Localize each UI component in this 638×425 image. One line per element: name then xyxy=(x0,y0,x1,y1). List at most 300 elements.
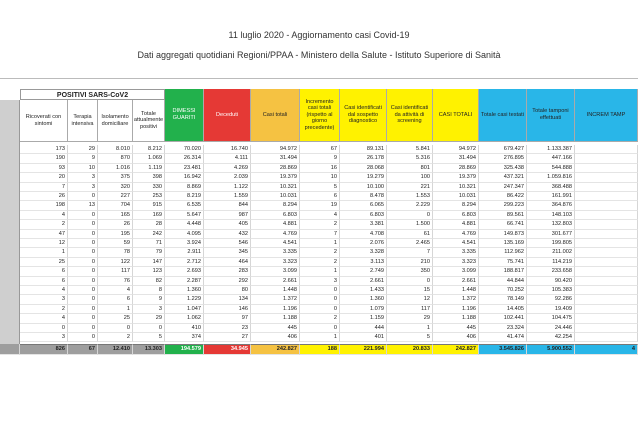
table-cell: 14.405 xyxy=(479,305,527,314)
table-cell: 444 xyxy=(340,324,387,333)
table-cell: 4.111 xyxy=(204,154,251,163)
table-cell: 8.294 xyxy=(433,201,479,210)
table-cell: 10.031 xyxy=(433,192,479,201)
table-cell: 0 xyxy=(68,211,98,220)
table-cell: 1.196 xyxy=(433,305,479,314)
table-cell: 4.448 xyxy=(165,220,204,229)
table-cell: 242 xyxy=(133,230,165,239)
table-cell: 78.149 xyxy=(479,295,527,304)
table-cell: 29 xyxy=(133,314,165,323)
table-cell: 299.223 xyxy=(479,201,527,210)
table-cell: 0 xyxy=(68,277,98,286)
table-cell: 27 xyxy=(204,333,251,342)
table-cell: 3 xyxy=(68,183,98,192)
table-cell: 544.888 xyxy=(527,164,575,173)
table-cell: 9 xyxy=(68,154,98,163)
table-cell: 1 xyxy=(300,333,340,342)
table-cell: 2 xyxy=(300,258,340,267)
totals-cell: 242.827 xyxy=(433,344,479,354)
table-cell: 2 xyxy=(20,305,68,314)
table-cell: 199.805 xyxy=(527,239,575,248)
table-cell: 1.559 xyxy=(204,192,251,201)
table-cell: 1.229 xyxy=(165,295,204,304)
table-cell: 437.321 xyxy=(479,173,527,182)
table-cell xyxy=(575,220,638,229)
table-cell: 6 xyxy=(20,277,68,286)
table-cell: 2 xyxy=(300,248,340,257)
table-cell: 253 xyxy=(133,192,165,201)
table-cell: 0 xyxy=(300,305,340,314)
table-cell: 19 xyxy=(300,201,340,210)
table-cell: 3.335 xyxy=(433,248,479,257)
table-cell: 1.188 xyxy=(251,314,300,323)
table-cell: 0 xyxy=(68,230,98,239)
table-cell: 9 xyxy=(300,154,340,163)
table-cell: 135.169 xyxy=(479,239,527,248)
table-cell: 12 xyxy=(20,239,68,248)
table-cell: 12 xyxy=(387,295,433,304)
table-cell: 3 xyxy=(133,305,165,314)
table-cell: 6.065 xyxy=(340,201,387,210)
table-cell: 10.321 xyxy=(433,183,479,192)
table-cell xyxy=(575,211,638,220)
table-cell: 112.962 xyxy=(479,248,527,257)
table-cell: 4 xyxy=(20,211,68,220)
table-cell: 410 xyxy=(165,324,204,333)
table-cell: 92.286 xyxy=(527,295,575,304)
col-header-9: Casi identificati da attività di screening xyxy=(387,89,433,142)
table-cell: 71 xyxy=(133,239,165,248)
table-cell: 2 xyxy=(300,314,340,323)
table-cell: 3 xyxy=(300,277,340,286)
table-cell: 8.219 xyxy=(165,192,204,201)
table-cell: 190 xyxy=(20,154,68,163)
col-header-4: DIMESSI GUARITI xyxy=(165,89,204,142)
table-cell: 398 xyxy=(133,173,165,182)
table-cell: 6.803 xyxy=(251,211,300,220)
col-header-13: INCREM TAMP xyxy=(575,89,638,142)
table-cell: 870 xyxy=(98,154,133,163)
table-cell: 146 xyxy=(204,305,251,314)
totals-row-lead xyxy=(0,344,20,354)
totals-cell: 221.994 xyxy=(340,344,387,354)
table-cell: 31.494 xyxy=(251,154,300,163)
table-cell: 4 xyxy=(98,286,133,295)
table-cell: 915 xyxy=(133,201,165,210)
table-cell: 3.323 xyxy=(433,258,479,267)
table-cell: 5 xyxy=(300,183,340,192)
table-cell: 1 xyxy=(300,239,340,248)
table-cell: 28.068 xyxy=(340,164,387,173)
table-cell: 10 xyxy=(68,164,98,173)
table-cell: 16 xyxy=(300,164,340,173)
table-cell: 247.347 xyxy=(479,183,527,192)
table-cell: 0 xyxy=(68,305,98,314)
table-cell xyxy=(575,277,638,286)
table-cell: 3.099 xyxy=(251,267,300,276)
table-cell: 78 xyxy=(98,248,133,257)
table-cell: 149.873 xyxy=(479,230,527,239)
table-cell: 1.448 xyxy=(251,286,300,295)
table-cell: 16.942 xyxy=(165,173,204,182)
table-cell: 1.069 xyxy=(133,154,165,163)
totals-cell: 4 xyxy=(575,344,638,354)
table-cell: 1.433 xyxy=(340,286,387,295)
table-cell: 375 xyxy=(98,173,133,182)
table-cell: 24.446 xyxy=(527,324,575,333)
col-header-5: Deceduti xyxy=(204,89,251,142)
table-cell: 76 xyxy=(98,277,133,286)
table-cell: 7 xyxy=(20,183,68,192)
table-cell: 134 xyxy=(204,295,251,304)
table-cell: 4.541 xyxy=(433,239,479,248)
table-cell: 0 xyxy=(98,324,133,333)
table-cell: 1 xyxy=(20,248,68,257)
table-cell: 1.360 xyxy=(165,286,204,295)
table-cell: 41.474 xyxy=(479,333,527,342)
table-cell: 1.016 xyxy=(98,164,133,173)
table-cell: 117 xyxy=(387,305,433,314)
table-cell: 445 xyxy=(251,324,300,333)
table-cell: 19.279 xyxy=(340,173,387,182)
table-cell: 3.335 xyxy=(251,248,300,257)
table-cell: 401 xyxy=(340,333,387,342)
table-cell: 169 xyxy=(133,211,165,220)
table-cell: 10.031 xyxy=(251,192,300,201)
table-cell: 0 xyxy=(68,258,98,267)
table-cell: 4.769 xyxy=(433,230,479,239)
table-cell: 2.661 xyxy=(433,277,479,286)
col-header-0: Ricoverati con sintomi xyxy=(20,100,68,142)
table-cell: 1.500 xyxy=(387,220,433,229)
table-cell: 26 xyxy=(98,220,133,229)
table-cell: 114.219 xyxy=(527,258,575,267)
table-cell: 6.803 xyxy=(340,211,387,220)
table-cell: 117 xyxy=(98,267,133,276)
table-cell: 161.991 xyxy=(527,192,575,201)
table-cell: 0 xyxy=(68,314,98,323)
table-cell: 89.131 xyxy=(340,145,387,154)
table-cell: 6.803 xyxy=(433,211,479,220)
table-cell: 70.020 xyxy=(165,145,204,154)
table-cell: 16.740 xyxy=(204,145,251,154)
table-cell: 2.661 xyxy=(340,277,387,286)
table-cell: 1.448 xyxy=(433,286,479,295)
totals-cell: 826 xyxy=(20,344,68,354)
table-cell: 8.478 xyxy=(340,192,387,201)
table-cell: 4.881 xyxy=(251,220,300,229)
table-cell: 20 xyxy=(20,173,68,182)
table-cell: 3.113 xyxy=(340,258,387,267)
table-cell: 0 xyxy=(68,295,98,304)
col-header-1: Terapia intensiva xyxy=(68,100,98,142)
table-cell: 61 xyxy=(387,230,433,239)
table-cell: 23 xyxy=(204,324,251,333)
report-title: 11 luglio 2020 - Aggiornamento casi Covid-19 xyxy=(228,30,410,40)
table-cell: 122 xyxy=(98,258,133,267)
table-cell: 2.661 xyxy=(251,277,300,286)
table-cell xyxy=(575,333,638,342)
table-cell: 8.869 xyxy=(165,183,204,192)
totals-cell: 194.579 xyxy=(165,344,204,354)
table-cell xyxy=(575,183,638,192)
table-cell: 26.178 xyxy=(340,154,387,163)
header-divider xyxy=(0,78,638,79)
table-cell: 28.869 xyxy=(433,164,479,173)
table-cell: 102.441 xyxy=(479,314,527,323)
table-cell: 330 xyxy=(133,183,165,192)
totals-cell: 3.545.826 xyxy=(479,344,527,354)
table-cell: 2.229 xyxy=(387,201,433,210)
table-cell: 90.420 xyxy=(527,277,575,286)
table-cell: 447.166 xyxy=(527,154,575,163)
table-cell: 79 xyxy=(133,248,165,257)
table-cell: 80 xyxy=(204,286,251,295)
totals-cell: 67 xyxy=(68,344,98,354)
table-cell: 3.328 xyxy=(340,248,387,257)
table-cell: 132.803 xyxy=(527,220,575,229)
table-cell: 0 xyxy=(68,267,98,276)
table-cell: 10.100 xyxy=(340,183,387,192)
table-cell xyxy=(575,258,638,267)
table-cell: 227 xyxy=(98,192,133,201)
totals-cell: 12.410 xyxy=(98,344,133,354)
table-cell: 42.254 xyxy=(527,333,575,342)
table-cell: 0 xyxy=(68,333,98,342)
table-cell: 0 xyxy=(300,286,340,295)
table-cell: 1.372 xyxy=(433,295,479,304)
table-cell: 1.360 xyxy=(340,295,387,304)
table-cell: 801 xyxy=(387,164,433,173)
table-cell: 10 xyxy=(300,173,340,182)
table-cell: 23.324 xyxy=(479,324,527,333)
col-header-7: Incremento casi totali (rispetto al giorno precedente) xyxy=(300,89,340,142)
table-cell: 59 xyxy=(98,239,133,248)
table-cell: 23.481 xyxy=(165,164,204,173)
table-cell: 211.002 xyxy=(527,248,575,257)
table-cell: 19.379 xyxy=(433,173,479,182)
table-cell: 8 xyxy=(133,286,165,295)
col-header-2: Isolamento domiciliare xyxy=(98,100,133,142)
table-cell: 4.769 xyxy=(251,230,300,239)
table-cell: 292 xyxy=(204,277,251,286)
table-cell xyxy=(575,154,638,163)
table-cell: 4.269 xyxy=(204,164,251,173)
region-column xyxy=(0,100,20,354)
table-cell: 70.252 xyxy=(479,286,527,295)
table-cell: 89.561 xyxy=(479,211,527,220)
table-cell: 5.647 xyxy=(165,211,204,220)
table-cell: 1.196 xyxy=(251,305,300,314)
table-cell: 28 xyxy=(133,220,165,229)
totals-cell: 13.303 xyxy=(133,344,165,354)
table-cell: 1.079 xyxy=(340,305,387,314)
table-cell: 325.438 xyxy=(479,164,527,173)
table-cell: 3 xyxy=(68,173,98,182)
table-cell: 19.409 xyxy=(527,305,575,314)
table-cell: 67 xyxy=(300,145,340,154)
table-cell: 7 xyxy=(300,230,340,239)
table-cell: 1 xyxy=(300,267,340,276)
table-cell: 97 xyxy=(204,314,251,323)
totals-cell: 242.827 xyxy=(251,344,300,354)
table-cell: 1.188 xyxy=(433,314,479,323)
table-cell: 405 xyxy=(204,220,251,229)
table-cell: 5.841 xyxy=(387,145,433,154)
col-header-10: CASI TOTALI xyxy=(433,89,479,142)
table-cell: 195 xyxy=(98,230,133,239)
table-cell: 0 xyxy=(68,248,98,257)
table-cell: 13 xyxy=(68,201,98,210)
table-cell: 8.294 xyxy=(251,201,300,210)
table-cell: 276.895 xyxy=(479,154,527,163)
table-cell: 406 xyxy=(433,333,479,342)
table-cell: 1.553 xyxy=(387,192,433,201)
table-cell: 233.658 xyxy=(527,267,575,276)
table-cell: 368.488 xyxy=(527,183,575,192)
table-cell xyxy=(575,286,638,295)
table-cell: 704 xyxy=(98,201,133,210)
table-cell: 19.379 xyxy=(251,173,300,182)
table-cell: 844 xyxy=(204,201,251,210)
table-cell: 4.095 xyxy=(165,230,204,239)
table-cell: 445 xyxy=(433,324,479,333)
table-cell: 3.924 xyxy=(165,239,204,248)
table-cell: 1.047 xyxy=(165,305,204,314)
table-cell: 47 xyxy=(20,230,68,239)
table-cell: 2 xyxy=(98,333,133,342)
table-cell xyxy=(575,295,638,304)
table-cell: 0 xyxy=(68,324,98,333)
table-cell: 29 xyxy=(387,314,433,323)
table-cell: 188.817 xyxy=(479,267,527,276)
table-cell: 0 xyxy=(68,239,98,248)
table-cell: 2.039 xyxy=(204,173,251,182)
table-cell xyxy=(575,267,638,276)
col-header-11: Totale casi testati xyxy=(479,89,527,142)
table-cell: 26 xyxy=(20,192,68,201)
table-cell: 345 xyxy=(204,248,251,257)
table-cell: 44.844 xyxy=(479,277,527,286)
table-cell: 6.535 xyxy=(165,201,204,210)
report-subtitle: Dati aggregati quotidiani Regioni/PPAA - Ministero della Salute - Istituto Superiore di Sanità xyxy=(137,50,501,60)
table-cell: 29 xyxy=(68,145,98,154)
table-cell: 86.422 xyxy=(479,192,527,201)
table-cell: 66.741 xyxy=(479,220,527,229)
table-cell: 0 xyxy=(133,324,165,333)
table-cell: 5.316 xyxy=(387,154,433,163)
table-cell xyxy=(575,173,638,182)
table-cell: 0 xyxy=(300,324,340,333)
table-cell: 147 xyxy=(133,258,165,267)
table-cell: 15 xyxy=(387,286,433,295)
table-cell: 2.693 xyxy=(165,267,204,276)
table-cell: 0 xyxy=(68,220,98,229)
table-cell: 8.212 xyxy=(133,145,165,154)
totals-cell: 34.945 xyxy=(204,344,251,354)
table-cell: 987 xyxy=(204,211,251,220)
table-cell: 432 xyxy=(204,230,251,239)
table-cell: 6 xyxy=(20,267,68,276)
table-cell: 4.708 xyxy=(340,230,387,239)
table-cell: 3.099 xyxy=(433,267,479,276)
totals-cell: 5.900.552 xyxy=(527,344,575,354)
table-cell: 165 xyxy=(98,211,133,220)
table-cell: 0 xyxy=(68,286,98,295)
table-cell: 5 xyxy=(133,333,165,342)
table-cell: 0 xyxy=(387,211,433,220)
table-cell: 464 xyxy=(204,258,251,267)
table-cell: 3 xyxy=(20,295,68,304)
table-cell xyxy=(575,239,638,248)
table-cell: 31.494 xyxy=(433,154,479,163)
table-cell: 221 xyxy=(387,183,433,192)
table-cell: 9 xyxy=(133,295,165,304)
table-cell: 2.749 xyxy=(340,267,387,276)
table-cell: 3.323 xyxy=(251,258,300,267)
table-cell xyxy=(575,230,638,239)
table-cell: 7 xyxy=(387,248,433,257)
totals-cell: 188 xyxy=(300,344,340,354)
table-cell: 2 xyxy=(20,220,68,229)
table-cell: 100 xyxy=(387,173,433,182)
table-cell: 6 xyxy=(300,192,340,201)
table-cell: 374 xyxy=(165,333,204,342)
table-cell: 4.541 xyxy=(251,239,300,248)
table-cell: 1.133.387 xyxy=(527,145,575,154)
table-cell: 406 xyxy=(251,333,300,342)
col-header-8: Casi identificati dal sospetto diagnostico xyxy=(340,89,387,142)
table-cell: 283 xyxy=(204,267,251,276)
table-cell: 3 xyxy=(20,333,68,342)
totals-cell: 20.833 xyxy=(387,344,433,354)
table-cell: 679.427 xyxy=(479,145,527,154)
table-cell: 2.911 xyxy=(165,248,204,257)
table-cell xyxy=(575,164,638,173)
table-cell: 25 xyxy=(20,258,68,267)
table-cell: 104.475 xyxy=(527,314,575,323)
table-cell xyxy=(575,248,638,257)
table-cell: 8.010 xyxy=(98,145,133,154)
table-cell: 1.122 xyxy=(204,183,251,192)
table-cell: 10.321 xyxy=(251,183,300,192)
table-cell xyxy=(575,314,638,323)
table-cell: 28.869 xyxy=(251,164,300,173)
table-cell: 364.876 xyxy=(527,201,575,210)
table-cell: 1 xyxy=(387,324,433,333)
table-cell xyxy=(575,201,638,210)
table-cell: 2 xyxy=(300,220,340,229)
table-cell: 1.059.816 xyxy=(527,173,575,182)
table-cell: 5 xyxy=(387,333,433,342)
table-cell: 82 xyxy=(133,277,165,286)
table-cell: 123 xyxy=(133,267,165,276)
table-cell: 25 xyxy=(98,314,133,323)
table-cell: 105.383 xyxy=(527,286,575,295)
table-cell: 0 xyxy=(68,192,98,201)
table-cell: 3.381 xyxy=(340,220,387,229)
table-cell xyxy=(575,305,638,314)
table-cell: 94.972 xyxy=(251,145,300,154)
table-cell: 4 xyxy=(20,314,68,323)
table-cell: 2.076 xyxy=(340,239,387,248)
group-header-positivi: POSITIVI SARS-CoV2 xyxy=(20,89,165,100)
table-cell xyxy=(575,192,638,201)
table-cell: 148.103 xyxy=(527,211,575,220)
table-cell: 1.119 xyxy=(133,164,165,173)
table-cell: 4.881 xyxy=(433,220,479,229)
table-cell: 26.314 xyxy=(165,154,204,163)
